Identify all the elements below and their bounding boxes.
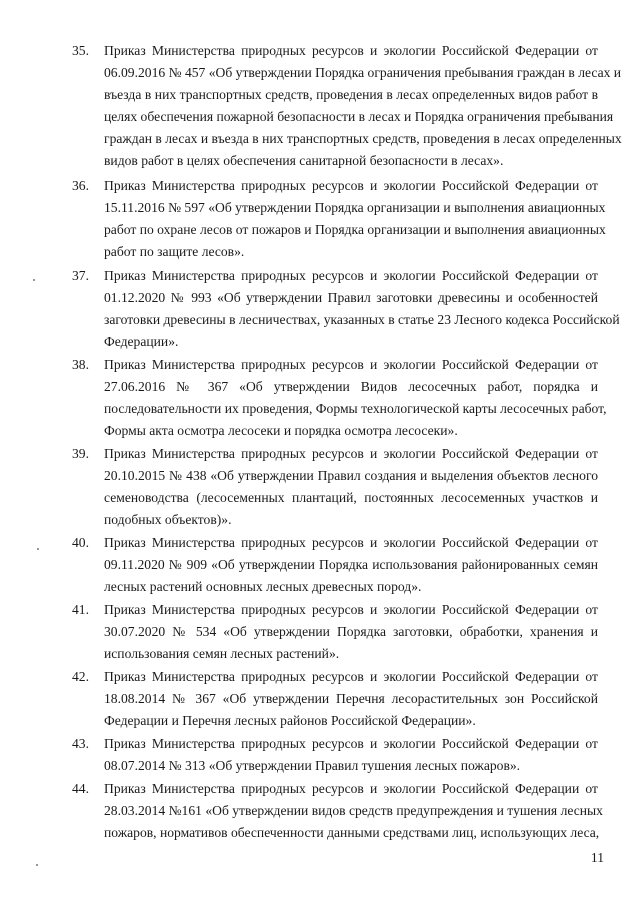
item-text-line: 01.12.2020 № 993 «Об утверждении Правил заготовки древесины и особенностей <box>104 290 598 305</box>
item-text-line: Федерации». <box>104 334 179 349</box>
item-text-line: 15.11.2016 № 597 «Об утверждении Порядка организации и выполнения авиационных <box>104 200 606 215</box>
item-number: 36. <box>72 178 89 193</box>
item-text-line: 06.09.2016 № 457 «Об утверждении Порядка ограничения пребывания граждан в лесах и <box>104 65 622 80</box>
item-text-line: 27.06.2016 № 367 «Об утверждении Видов лесосечных работ, порядка и <box>104 379 598 394</box>
item-text-line: 20.10.2015 № 438 «Об утверждении Правил создания и выделения объектов лесного <box>104 468 598 483</box>
item-number: 39. <box>72 446 89 461</box>
item-text-line: 08.07.2014 № 313 «Об утверждении Правил тушения лесных пожаров». <box>104 758 521 773</box>
item-text-line: работ по охране лесов от пожаров и Порядка организации и выполнения авиационных <box>104 222 606 237</box>
item-text-line: заготовки древесины в лесничествах, указанных в статье 23 Лесного кодекса Российской <box>104 312 620 327</box>
item-text-line: последовательности их проведения, Формы технологической карты лесосечных работ, <box>104 401 607 416</box>
item-number: 38. <box>72 357 89 372</box>
page-number: 11 <box>590 850 604 865</box>
item-number: 43. <box>72 736 89 751</box>
item-number: 40. <box>72 535 89 550</box>
scan-speck <box>37 548 39 550</box>
item-text-line: Приказ Министерства природных ресурсов и экологии Российской Федерации от <box>104 781 598 796</box>
item-number: 37. <box>72 268 89 283</box>
item-number: 35. <box>72 43 89 58</box>
item-text-line: семеноводства (лесосеменных плантаций, постоянных лесосеменных участков и <box>104 490 598 505</box>
item-text-line: работ по защите лесов». <box>104 244 245 259</box>
item-text-line: Приказ Министерства природных ресурсов и экологии Российской Федерации от <box>104 178 598 193</box>
item-text-line: Приказ Министерства природных ресурсов и экологии Российской Федерации от <box>104 357 598 372</box>
item-text-line: Приказ Министерства природных ресурсов и экологии Российской Федерации от <box>104 268 598 283</box>
scan-speck <box>33 279 35 281</box>
item-text-line: использования семян лесных растений». <box>104 646 340 661</box>
item-text-line: Приказ Министерства природных ресурсов и экологии Российской Федерации от <box>104 446 598 461</box>
item-text-line: Федерации и Перечня лесных районов Российской Федерации». <box>104 713 476 728</box>
item-text-line: Приказ Министерства природных ресурсов и экологии Российской Федерации от <box>104 736 598 751</box>
item-text-line: целях обеспечения пожарной безопасности в лесах и Порядка ограничения пребывания <box>104 109 614 124</box>
item-text-line: 30.07.2020 № 534 «Об утверждении Порядка заготовки, обработки, хранения и <box>104 624 598 639</box>
item-text-line: 09.11.2020 № 909 «Об утверждении Порядка использования районированных семян <box>104 557 598 572</box>
scan-speck <box>36 864 38 866</box>
item-text-line: 18.08.2014 № 367 «Об утверждении Перечня лесорастительных зон Российской <box>104 691 598 706</box>
item-text-line: пожаров, нормативов обеспеченности данными средствами лиц, использующих леса, <box>104 825 600 840</box>
item-text-line: въезда в них транспортных средств, проведения в лесах определенных видов работ в <box>104 87 598 102</box>
item-number: 42. <box>72 669 89 684</box>
item-text-line: Приказ Министерства природных ресурсов и экологии Российской Федерации от <box>104 535 598 550</box>
item-number: 44. <box>72 781 89 796</box>
item-text-line: лесных растений основных лесных древесных пород». <box>104 579 422 594</box>
item-text-line: граждан в лесах и въезда в них транспортных средств, проведения в лесах определенных <box>104 131 622 146</box>
item-text-line: Приказ Министерства природных ресурсов и экологии Российской Федерации от <box>104 43 598 58</box>
item-text-line: 28.03.2014 №161 «Об утверждении видов средств предупреждения и тушения лесных <box>104 803 603 818</box>
item-text-line: подобных объектов)». <box>104 512 232 527</box>
item-text-line: Приказ Министерства природных ресурсов и экологии Российской Федерации от <box>104 669 598 684</box>
item-text-line: Приказ Министерства природных ресурсов и экологии Российской Федерации от <box>104 602 598 617</box>
item-text-line: Формы акта осмотра лесосеки и порядка осмотра лесосеки». <box>104 423 458 438</box>
item-number: 41. <box>72 602 89 617</box>
item-text-line: видов работ в целях обеспечения санитарной безопасности в лесах». <box>104 153 504 168</box>
